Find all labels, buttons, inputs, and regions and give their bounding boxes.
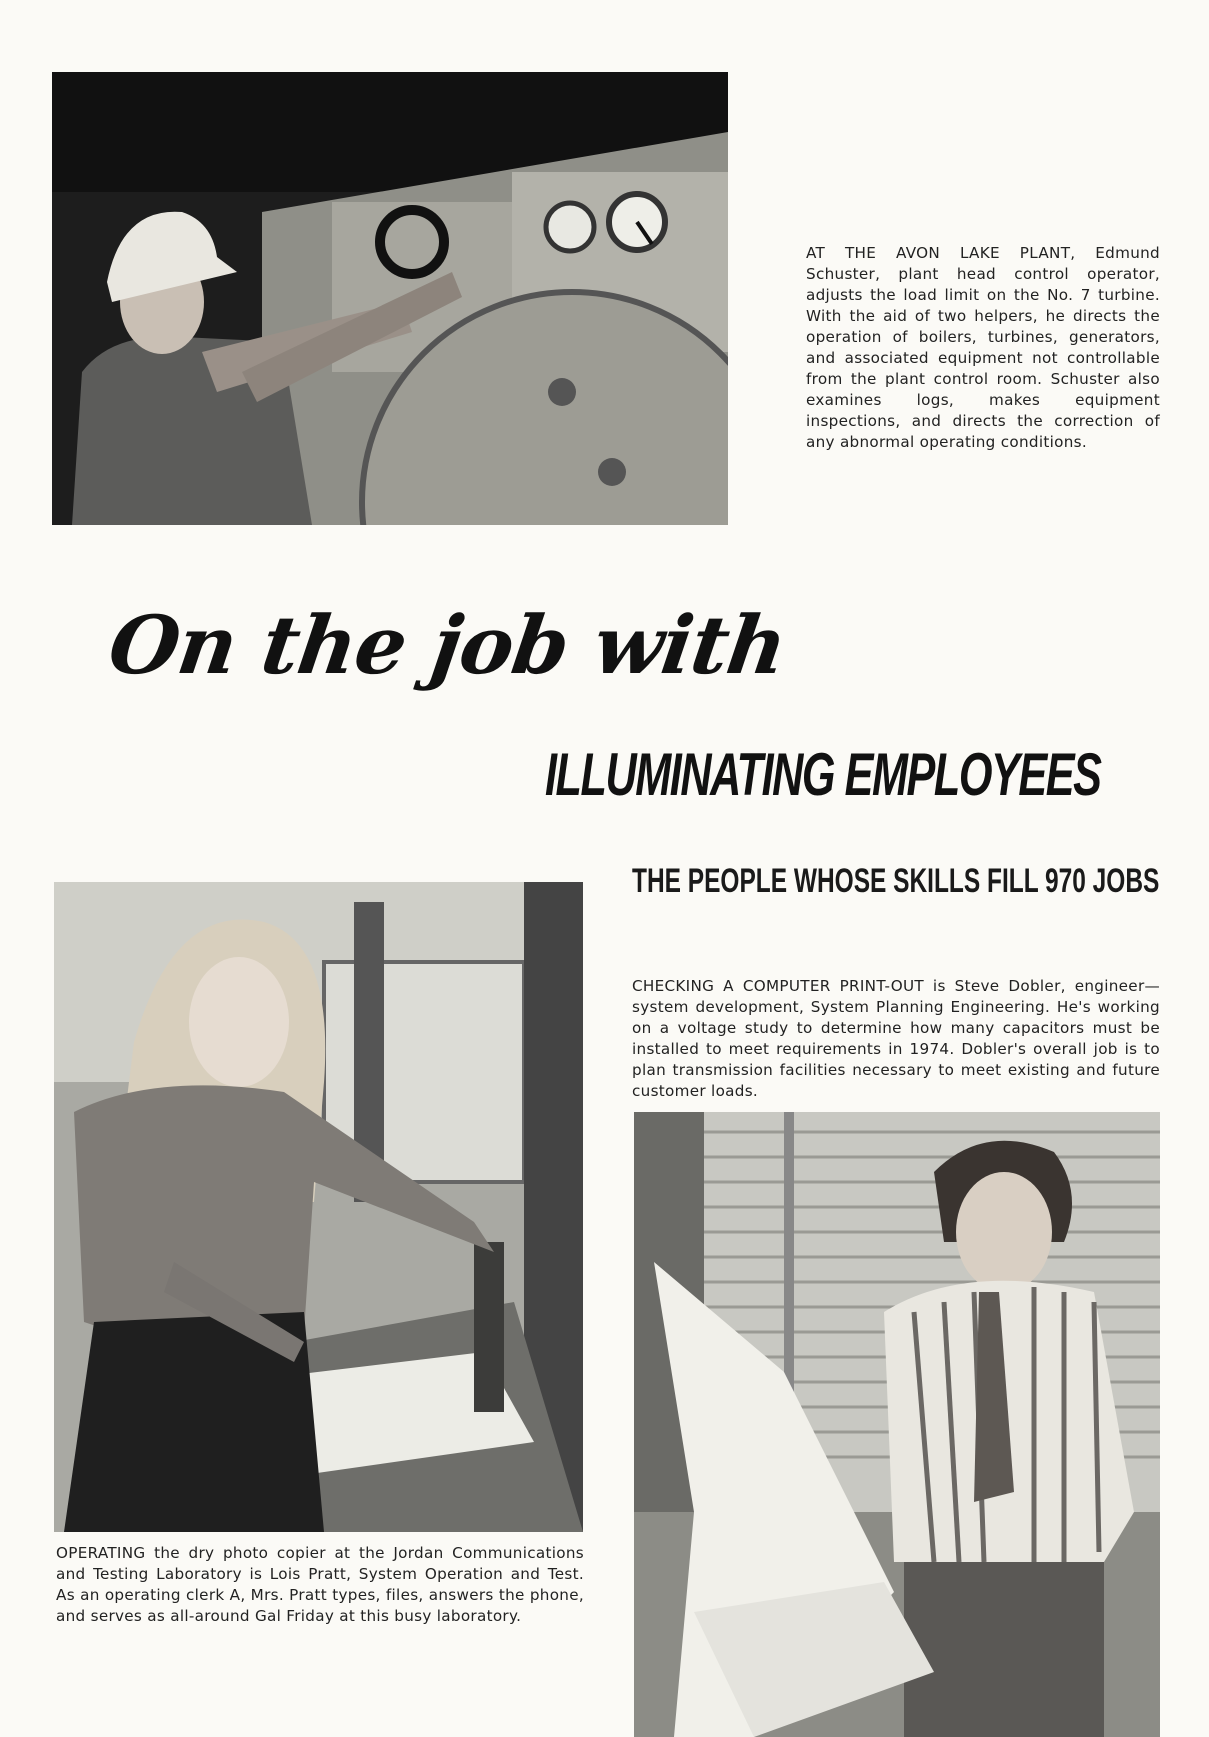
- caption-computer-printout: CHECKING A COMPUTER PRINT-OUT is Steve Dobler, engineer—system development, System Planning Engineering. He's working on a voltage study to determine how many capacitors must be installed to meet requirements in 1974. Dobler's overall job is to plan transmission facilities necessary to meet existing and future customer loads.: [632, 977, 1160, 1100]
- caption-copier-operator: OPERATING the dry photo copier at the Jordan Communications and Testing Laboratory is Lois Pratt, System Operation and Test. As an operating clerk A, Mrs. Pratt types, files, answers the phone, and serves as all-around Gal Friday at this busy laboratory.: [56, 1544, 584, 1625]
- photo-turbine-operator: [52, 72, 728, 525]
- photo-engineer-printout: [634, 1112, 1160, 1737]
- caption-avon-lake-plant: AT THE AVON LAKE PLANT, Edmund Schuster, plant head control operator, adjusts the load limit on the No. 7 turbine. With the aid of two helpers, he directs the operation of boilers, turbines, generators, and associated equipment not controllable from the plant control room. Schuster also examines logs, makes equipment inspections, and directs the correction of any abnormal operating conditions.: [806, 244, 1160, 451]
- headline-subtitle: THE PEOPLE WHOSE SKILLS FILL 970 JOBS: [632, 862, 1160, 900]
- photo-copier-operator: [54, 882, 583, 1532]
- headline-main: ILLUMINATING EMPLOYEES: [545, 741, 1101, 808]
- headline-script: On the job with: [103, 598, 792, 692]
